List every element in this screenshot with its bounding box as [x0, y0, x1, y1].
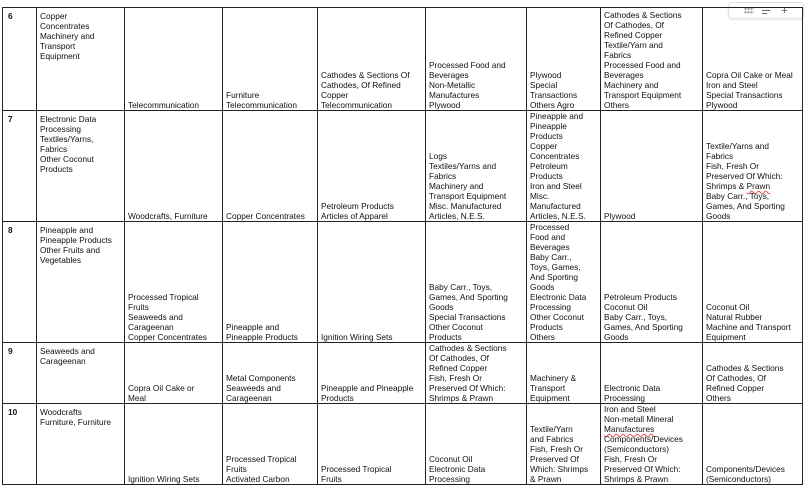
table-cell[interactable]: Electronic Data Processing Textiles/Yarns, Fabrics Other Coconut Products [37, 111, 125, 222]
table-cell[interactable]: Furniture Telecommunication [223, 8, 318, 111]
table-cell[interactable]: Textile/Yarns and Fabrics Fish, Fresh Or Preserved Of Which: Shrimps & Prawn Baby Carr., Toys, Games, And Sporting Goods [703, 111, 803, 222]
table-cell[interactable]: Plywood Special Transactions Others Agro [527, 8, 601, 111]
table-cell[interactable]: Petroleum Products Coconut Oil Baby Carr., Toys, Games, And Sporting Goods [601, 222, 703, 343]
row-number: 6 [3, 8, 37, 111]
table-cell[interactable]: Ignition Wiring Sets [125, 404, 223, 485]
table-cell[interactable]: Processed Food and Beverages Non-Metallic Manufactures Plywood [426, 8, 527, 111]
table-cell[interactable]: Petroleum Products Articles of Apparel [318, 111, 426, 222]
table-cell[interactable]: Copra Oil Cake or Meal [125, 343, 223, 404]
table-row [3, 111, 803, 222]
table-cell[interactable]: Machinery & Transport Equipment [527, 343, 601, 404]
table-cell[interactable]: Components/Devices (Semiconductors) [703, 404, 803, 485]
row-number: 9 [3, 343, 37, 404]
add-icon[interactable]: + [781, 4, 788, 17]
table-cell[interactable]: Textile/Yarn and Fabrics Fish, Fresh Or Preserved Of Which: Shrimps & Prawn [527, 404, 601, 485]
table-cell[interactable]: Ignition Wiring Sets [318, 222, 426, 343]
table-cell[interactable]: Copper Concentrates [223, 111, 318, 222]
table-cell[interactable]: Pineapple and Pineapple Products Other Fruits and Vegetables [37, 222, 125, 343]
table-cell[interactable]: Iron and Steel Non-metall Mineral Manufactures Components/Devices (Semiconductors) Fish, Fresh Or Preserved Of Which: Shrimps & Prawn [601, 404, 703, 485]
table-cell[interactable]: Metal Components Seaweeds and Carageenan [223, 343, 318, 404]
table-cell[interactable]: Cathodes & Sections Of Cathodes, Of Refined Copper Textile/Yarn and Fabrics Processed Food and Beverages Machinery and Transport Equipment Others [601, 8, 703, 111]
table-cell[interactable]: Processed Food and Beverages Baby Carr., Toys, Games, And Sporting Goods Electronic Data Processing Other Coconut Products Others [527, 222, 601, 343]
table-cell[interactable]: Cathodes & Sections Of Cathodes, Of Refined Copper Fish, Fresh Or Preserved Of Which: Shrimps & Prawn [426, 343, 527, 404]
table-row [3, 404, 803, 485]
row-number: 10 [3, 404, 37, 485]
table-row [3, 343, 803, 404]
table-row [3, 8, 803, 111]
table-cell[interactable]: Plywood [601, 111, 703, 222]
table-cell[interactable]: Coconut Oil Electronic Data Processing [426, 404, 527, 485]
table-cell[interactable]: Cathodes & Sections Of Cathodes, Of Refined Copper Telecommunication [318, 8, 426, 111]
table-cell[interactable]: Telecommunication [125, 8, 223, 111]
table-cell[interactable]: Pineapple and Pineapple Products [318, 343, 426, 404]
row-number: 7 [3, 111, 37, 222]
export-products-table [2, 4, 803, 485]
table-cell[interactable]: Copra Oil Cake or Meal Iron and Steel Special Transactions Plywood [703, 8, 803, 111]
table-cell[interactable]: Cathodes & Sections Of Cathodes, Of Refined Copper Others [703, 343, 803, 404]
table-cell[interactable]: Baby Carr., Toys, Games, And Sporting Goods Special Transactions Other Coconut Products [426, 222, 527, 343]
table-cell[interactable]: Woodcrafts, Furniture [125, 111, 223, 222]
table-cell[interactable]: Electronic Data Processing [601, 343, 703, 404]
table-cell[interactable]: Copper Concentrates Machinery and Transport Equipment [37, 8, 125, 111]
table-cell[interactable]: Pineapple and Pineapple Products Copper Concentrates Petroleum Products Iron and Steel Misc. Manufactured Articles, N.E.S. [527, 111, 601, 222]
table-cell[interactable]: Processed Tropical Fruits Seaweeds and Carageenan Copper Concentrates [125, 222, 223, 343]
table-cell[interactable]: Woodcrafts Furniture, Furniture [37, 404, 125, 485]
table-row [3, 222, 803, 343]
table-cell[interactable]: Processed Tropical Fruits [318, 404, 426, 485]
table-cell[interactable]: Logs Textiles/Yarns and Fabrics Machinery and Transport Equipment Misc. Manufactured Articles, N.E.S. [426, 111, 527, 222]
row-number: 8 [3, 222, 37, 343]
table-cell[interactable]: Pineapple and Pineapple Products [223, 222, 318, 343]
table-cell[interactable]: Coconut Oil Natural Rubber Machine and Transport Equipment [703, 222, 803, 343]
table-cell[interactable]: Processed Tropical Fruits Activated Carbon [223, 404, 318, 485]
table-cell[interactable]: Seaweeds and Carageenan [37, 343, 125, 404]
